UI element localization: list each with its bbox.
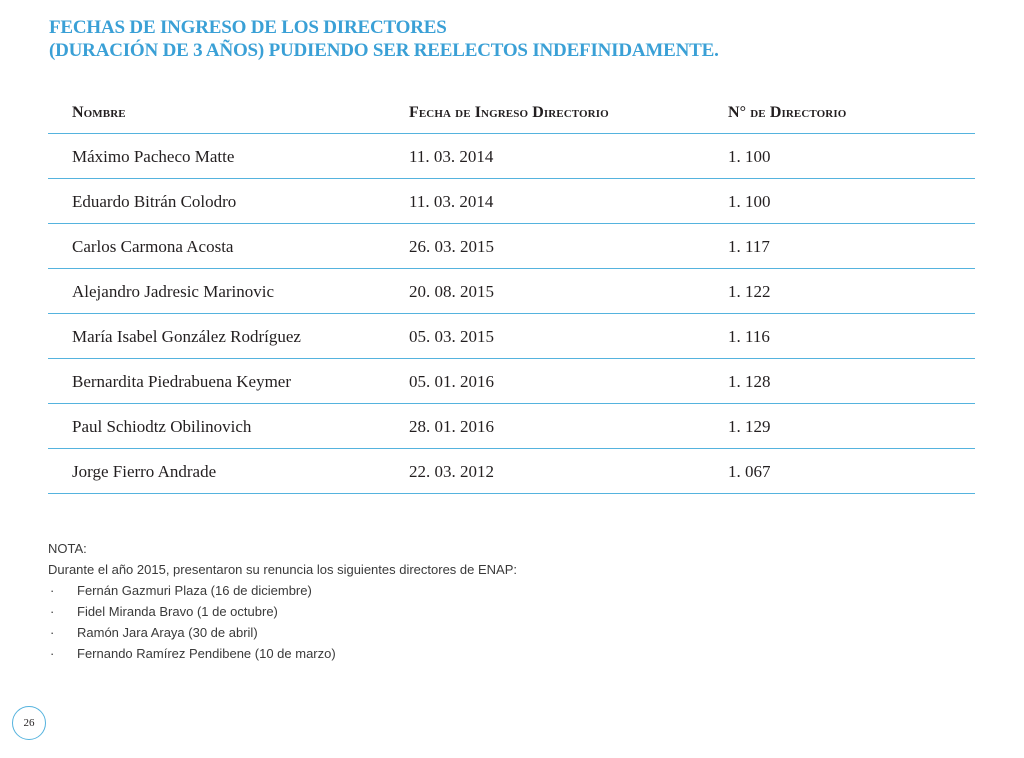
list-item-text: Ramón Jara Araya (30 de abril) [77,625,258,640]
cell-nombre: María Isabel González Rodríguez [72,327,301,346]
page-number: 26 [12,706,46,740]
list-item-text: Fernán Gazmuri Plaza (16 de diciembre) [77,583,312,598]
cell-fecha: 28. 01. 2016 [409,417,494,436]
cell-numero: 1. 128 [728,372,771,391]
cell-nombre: Eduardo Bitrán Colodro [72,192,237,211]
cell-fecha: 05. 03. 2015 [409,327,494,346]
page-title-line-2: (DURACIÓN DE 3 AÑOS) PUDIENDO SER REELECTOS INDEFINIDAMENTE. [49,40,719,61]
note-intro: Durante el año 2015, presentaron su renuncia los siguientes directores de ENAP: [48,562,518,577]
cell-nombre: Jorge Fierro Andrade [72,462,217,481]
table-row [48,359,975,404]
cell-numero: 1. 116 [728,327,770,346]
table-row [48,179,975,224]
cell-numero: 1. 117 [728,237,770,256]
cell-numero: 1. 067 [728,462,771,481]
cell-fecha: 26. 03. 2015 [409,237,494,256]
page-title [49,16,719,62]
cell-numero: 1. 100 [728,192,771,211]
table-row [48,314,975,359]
directors-table [48,89,975,494]
resigned-directors-list [48,580,517,664]
bullet-icon: · [50,646,55,661]
cell-fecha: 22. 03. 2012 [409,462,494,481]
page-title-line-1: FECHAS DE INGRESO DE LOS DIRECTORES [49,17,447,38]
cell-nombre: Carlos Carmona Acosta [72,237,234,256]
table-header [48,89,975,134]
table-row [48,134,975,179]
table-row [48,449,975,494]
column-header-nombre: Nombre [72,104,126,121]
list-item [48,622,517,643]
note-block [48,538,517,664]
cell-nombre: Alejandro Jadresic Marinovic [72,282,275,301]
cell-nombre: Máximo Pacheco Matte [72,147,235,166]
cell-fecha: 20. 08. 2015 [409,282,494,301]
cell-numero: 1. 122 [728,282,771,301]
cell-nombre: Bernardita Piedrabuena Keymer [72,372,292,391]
list-item-text: Fidel Miranda Bravo (1 de octubre) [77,604,278,619]
list-item-text: Fernando Ramírez Pendibene (10 de marzo) [77,646,336,661]
cell-fecha: 05. 01. 2016 [409,372,494,391]
cell-numero: 1. 129 [728,417,771,436]
column-header-numero: N° de Directorio [728,104,847,121]
cell-nombre: Paul Schiodtz Obilinovich [72,417,252,436]
note-label: NOTA: [48,541,87,556]
cell-numero: 1. 100 [728,147,771,166]
bullet-icon: · [50,604,55,619]
column-header-fecha: Fecha de Ingreso Directorio [409,104,609,121]
table-row [48,269,975,314]
list-item [48,580,517,601]
cell-fecha: 11. 03. 2014 [409,192,494,211]
list-item [48,601,517,622]
table-row [48,224,975,269]
list-item [48,643,517,664]
table-row [48,404,975,449]
cell-fecha: 11. 03. 2014 [409,147,494,166]
bullet-icon: · [50,583,55,598]
bullet-icon: · [50,625,55,640]
